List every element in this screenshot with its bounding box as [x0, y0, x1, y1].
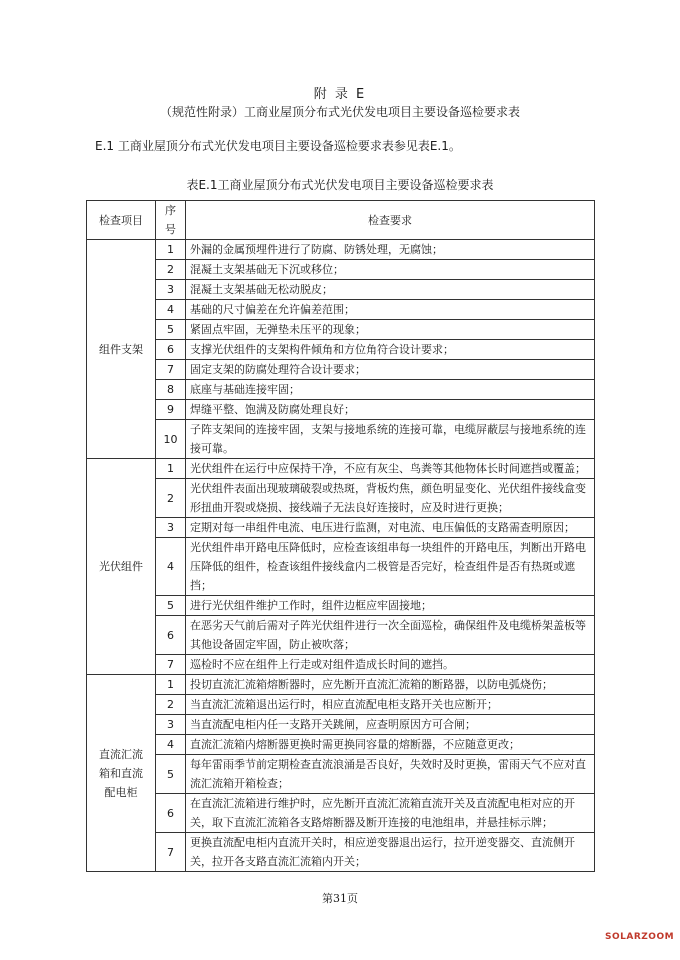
- requirement-cell: 进行光伏组件维护工作时，组件边框应牢固接地；: [186, 596, 595, 616]
- row-number: 7: [156, 833, 186, 872]
- requirement-cell: 投切直流汇流箱熔断器时，应先断开直流汇流箱的断路器，以防电弧烧伤；: [186, 675, 595, 695]
- requirement-cell: 光伏组件在运行中应保持干净，不应有灰尘、鸟粪等其他物体长时间遮挡或覆盖；: [186, 459, 595, 479]
- requirement-cell: 每年雷雨季节前定期检查直流浪涌是否良好，失效时及时更换，雷雨天气不应对直流汇流箱开箱检查；: [186, 755, 595, 794]
- row-number: 3: [156, 518, 186, 538]
- header-category: 检查项目: [87, 201, 156, 240]
- row-number: 5: [156, 755, 186, 794]
- requirement-cell: 紧固点牢固，无弹垫未压平的现象；: [186, 320, 595, 340]
- table-row: [87, 340, 595, 360]
- requirement-cell: 焊缝平整、饱满及防腐处理良好；: [186, 400, 595, 420]
- table-header-row: [87, 201, 595, 240]
- table-row: [87, 715, 595, 735]
- row-number: 4: [156, 735, 186, 755]
- appendix-subtitle: （规范性附录）工商业屋顶分布式光伏发电项目主要设备巡检要求表: [159, 105, 520, 119]
- row-number: 4: [156, 538, 186, 596]
- row-number: 1: [156, 675, 186, 695]
- intro-paragraph: E.1 工商业屋顶分布式光伏发电项目主要设备巡检要求表参见表E.1。: [95, 139, 461, 153]
- requirement-cell: 更换直流配电柜内直流开关时，相应逆变器退出运行，拉开逆变器交、直流侧开关，拉开各支路直流汇流箱内开关；: [186, 833, 595, 872]
- row-number: 1: [156, 459, 186, 479]
- table-row: [87, 260, 595, 280]
- row-number: 6: [156, 340, 186, 360]
- table-row: [87, 735, 595, 755]
- requirement-cell: 混凝土支架基础无松动脱皮；: [186, 280, 595, 300]
- header-requirement: 检查要求: [186, 201, 595, 240]
- table-row: [87, 280, 595, 300]
- requirement-cell: 光伏组件串开路电压降低时，应检查该组串每一块组件的开路电压，判断出开路电压降低的组件，检查该组件接线盒内二极管是否完好，检查组件是否有热斑或遮挡；: [186, 538, 595, 596]
- requirement-cell: 支撑光伏组件的支架构件倾角和方位角符合设计要求；: [186, 340, 595, 360]
- row-number: 1: [156, 240, 186, 260]
- table-row: [87, 479, 595, 518]
- table-row: [87, 794, 595, 833]
- category-cell: 光伏组件: [87, 459, 156, 675]
- requirement-cell: 基础的尺寸偏差在允许偏差范围；: [186, 300, 595, 320]
- table-row: [87, 596, 595, 616]
- row-number: 4: [156, 300, 186, 320]
- row-number: 3: [156, 280, 186, 300]
- requirement-cell: 直流汇流箱内熔断器更换时需更换同容量的熔断器，不应随意更改；: [186, 735, 595, 755]
- table-caption: 表E.1工商业屋顶分布式光伏发电项目主要设备巡检要求表: [186, 178, 494, 192]
- row-number: 10: [156, 420, 186, 459]
- requirement-cell: 定期对每一串组件电流、电压进行监测，对电流、电压偏低的支路需查明原因；: [186, 518, 595, 538]
- table-row: [87, 400, 595, 420]
- requirement-cell: 固定支架的防腐处理符合设计要求；: [186, 360, 595, 380]
- requirement-cell: 外漏的金属预埋件进行了防腐、防锈处理，无腐蚀；: [186, 240, 595, 260]
- requirement-cell: 混凝土支架基础无下沉或移位；: [186, 260, 595, 280]
- row-number: 7: [156, 360, 186, 380]
- inspection-table: [86, 200, 595, 872]
- watermark: SOLARZOOM: [605, 932, 675, 942]
- table-row: [87, 675, 595, 695]
- appendix-title: 附 录 E: [313, 87, 367, 102]
- table-row: [87, 616, 595, 655]
- row-number: 6: [156, 616, 186, 655]
- row-number: 3: [156, 715, 186, 735]
- requirement-cell: 在直流汇流箱进行维护时，应先断开直流汇流箱直流开关及直流配电柜对应的开关，取下直流汇流箱各支路熔断器及断开连接的电池组串，并悬挂标示牌；: [186, 794, 595, 833]
- row-number: 2: [156, 479, 186, 518]
- requirement-cell: 在恶劣天气前后需对子阵光伏组件进行一次全面巡检，确保组件及电缆桥架盖板等其他设备固定牢固，防止被吹落；: [186, 616, 595, 655]
- table-row: [87, 459, 595, 479]
- requirement-cell: 光伏组件表面出现玻璃破裂或热斑，背板灼焦，颜色明显变化、光伏组件接线盒变形扭曲开裂或烧损、接线端子无法良好连接时，应及时进行更换；: [186, 479, 595, 518]
- table-row: [87, 695, 595, 715]
- requirement-cell: 当直流汇流箱退出运行时，相应直流配电柜支路开关也应断开；: [186, 695, 595, 715]
- table-row: [87, 833, 595, 872]
- row-number: 7: [156, 655, 186, 675]
- row-number: 8: [156, 380, 186, 400]
- table-row: [87, 240, 595, 260]
- row-number: 2: [156, 260, 186, 280]
- header-number: 序号: [156, 201, 186, 240]
- table-row: [87, 300, 595, 320]
- table-row: [87, 380, 595, 400]
- table-row: [87, 420, 595, 459]
- row-number: 6: [156, 794, 186, 833]
- category-cell: 直流汇流箱和直流配电柜: [87, 675, 156, 872]
- table-row: [87, 655, 595, 675]
- row-number: 2: [156, 695, 186, 715]
- row-number: 9: [156, 400, 186, 420]
- table-row: [87, 755, 595, 794]
- requirement-cell: 当直流配电柜内任一支路开关跳闸，应查明原因方可合闸；: [186, 715, 595, 735]
- category-cell: 组件支架: [87, 240, 156, 459]
- row-number: 5: [156, 596, 186, 616]
- table-row: [87, 538, 595, 596]
- row-number: 5: [156, 320, 186, 340]
- requirement-cell: 子阵支架间的连接牢固，支架与接地系统的连接可靠，电缆屏蔽层与接地系统的连接可靠。: [186, 420, 595, 459]
- table-row: [87, 360, 595, 380]
- page-number: 第31页: [322, 892, 358, 905]
- table-row: [87, 320, 595, 340]
- requirement-cell: 底座与基础连接牢固；: [186, 380, 595, 400]
- table-row: [87, 518, 595, 538]
- requirement-cell: 巡检时不应在组件上行走或对组件造成长时间的遮挡。: [186, 655, 595, 675]
